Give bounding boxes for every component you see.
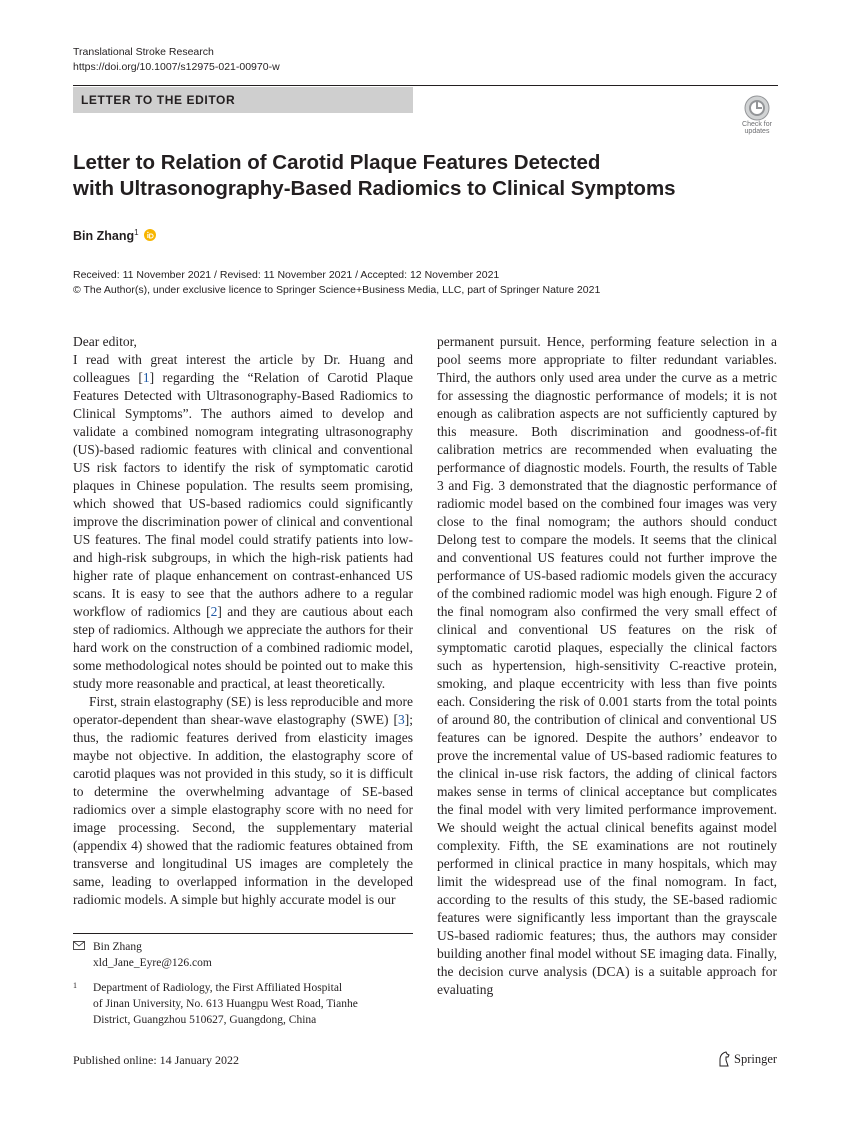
journal-name: Translational Stroke Research <box>73 46 214 58</box>
paragraph-2-text: ]; thus, the radiomic features derived from elasticity images maybe not objective. In addition, the elastography score of carotid plaques was not provided in this study, so it is difficult to determine the overwhelming advantage of SE-based radiomics over a simple elastography score with no need for image processing. Second, the supplementary material (appendix 4) showed that the radiomic features obtained from transverse and longitudinal US images are completely the same, leading to overlapped information in the developed radiomic models. A simple but highly accurate model is our <box>73 712 413 907</box>
received-dates: Received: 11 November 2021 / Revised: 11 November 2021 / Accepted: 12 November 2021 <box>73 269 500 281</box>
affiliation-line-3: District, Guangzhou 510627, Guangdong, China <box>93 1014 317 1026</box>
body-column-left <box>73 333 413 909</box>
paragraph-1: I read with great interest the article by Dr. Huang and colleagues [1] regarding the “Relation of Carotid Plaque Features Detected with Ultrasonography-Based Radiomics to Clinical Symptoms”. The authors aimed to develop and validate a combined nomogram integrating ultrasonography (US)-based radiomic features with clinical and conventional US risk factors to identify the risk of symptomatic carotid plaques in Chinese population. The results seem promising, which showed that US-based radiomics could significantly improve the discrimination power of clinical and conventional US features. The final model could stratify patients into low- and high-risk subgroups, in which the high-risk patients had higher rate of plaque enhancement on contrast-enhanced US scans. It is easy to see that the authors adhere to a regular workflow of radiomics [2] and they are cautious about each step of radiomics. Although we appreciate the authors for their hard work on the construction of a combined radiomic model, some methodological notes should be pointed out to make this study more reasonable and practical, at least theoretically. <box>73 352 414 691</box>
copyright-line: © The Author(s), under exclusive licence to Springer Science+Business Media, LLC, part of Springer Nature 2021 <box>73 284 601 296</box>
affiliation-number: 1 <box>73 981 77 990</box>
citation-3[interactable]: 3 <box>398 712 405 727</box>
affiliation <box>73 980 413 1028</box>
springer-horse-icon <box>717 1051 731 1067</box>
correspondence <box>73 939 212 971</box>
publisher-name: Springer <box>734 1052 778 1066</box>
doi-link[interactable]: https://doi.org/10.1007/s12975-021-00970-w <box>73 61 280 73</box>
check-updates-label-1: Check for <box>742 121 772 128</box>
title-line-2: with Ultrasonography-Based Radiomics to Clinical Symptoms <box>73 177 676 200</box>
header-rule <box>73 85 778 86</box>
paragraph-2-continued: permanent pursuit. Hence, performing feature selection in a pool seems more appropriate to filter redundant variables. Third, the authors only used area under the curve as a metric for assessing the diagnostic performance of models; it is not enough as calibration aspects are not sufficiently captured by this measure. Both discrimination and goodness-of-fit calibration metrics are recommended when evaluating the performance of diagnostic models. Fourth, the results of Table 3 and Fig. 3 demonstrated that the diagnostic performance of radiomic model based on the combined four images was very close to the final nomogram; the authors should conduct Delong test to compare the models. It seems that the clinical and conventional US features could not further improve the performance of US-based radiomic models given the accuracy of the combined radiomic model was high enough. Figure 2 of the final nomogram also confirmed the very small effect of clinical and conventional US features on the risk of symptomatic carotid plaques, especially the clinical factors such as hypertension, high-sensitivity C-reactive protein, smoking, and plaque eccentricity with less than five points each. Considering the risk of 0.001 starts from the total points of around 80, the contribution of clinical and conventional US features can be ignored. Despite the authors’ endeavor to prove the incremental value of US-based radiomic features to the clinical in-use risk factors, the adding of clinical factors makes sense in terms of clinical acceptance but complicates the final model with very limited performance improvement. We should weight the actual clinical benefits against model complexity. Fifth, the SE examinations are not routinely performed in clinical practice in many hospitals, which may limit the widespread use of the final nomogram. In fact, according to the results of this study, the SE-based radiomic features were significantly less important than the grayscale US-based radiomic features; thus, the authors may consider building another final model without SE imaging data. Finally, the decision curve analysis (DCA) is a suitable approach for evaluating <box>437 334 777 997</box>
author-email[interactable]: xld_Jane_Eyre@126.com <box>93 957 212 969</box>
affiliation-line-2: of Jinan University, No. 613 Huangpu West Road, Tianhe <box>93 998 358 1010</box>
salutation: Dear editor, <box>73 334 137 349</box>
envelope-icon <box>73 939 93 955</box>
publisher-logo <box>717 1050 777 1068</box>
author-affil-mark: 1 <box>134 228 139 237</box>
article-title <box>73 150 793 202</box>
orcid-icon[interactable] <box>144 229 156 241</box>
corresponding-author: Bin Zhang <box>93 941 142 953</box>
paragraph-2-start: First, strain elastography (SE) is less reproducible and more operator-dependent than shear-wave elastography (SWE) [3]; thus, the radiomic features derived from elasticity images maybe not objective. In addition, the elastography score of carotid plaques was not provided in this study, so it is difficult to determine the overwhelming advantage of SE-based radiomics over a simple elastography score with no need for image processing. Second, the supplementary material (appendix 4) showed that the radiomic features obtained from transverse and longitudinal US images are completely the same, leading to overlapped information in the developed radiomic models. A simple but highly accurate model is our <box>73 694 413 907</box>
article-type-banner: LETTER TO THE EDITOR <box>73 87 413 113</box>
affiliation-line-1: Department of Radiology, the First Affiliated Hospital <box>93 982 343 994</box>
citation-1[interactable]: 1 <box>142 370 150 385</box>
footnote-rule <box>73 933 413 934</box>
check-for-updates-badge[interactable] <box>736 95 778 137</box>
title-line-1: Letter to Relation of Carotid Plaque Features Detected <box>73 151 601 174</box>
journal-header <box>73 45 280 75</box>
published-date: Published online: 14 January 2022 <box>73 1053 239 1067</box>
check-updates-icon <box>744 95 770 121</box>
check-updates-label-2: updates <box>744 128 770 135</box>
body-column-right <box>437 333 777 999</box>
author-line <box>73 225 156 244</box>
citation-2[interactable]: 2 <box>210 604 218 619</box>
article-history <box>73 268 600 298</box>
author-name[interactable]: Bin Zhang <box>73 229 135 244</box>
